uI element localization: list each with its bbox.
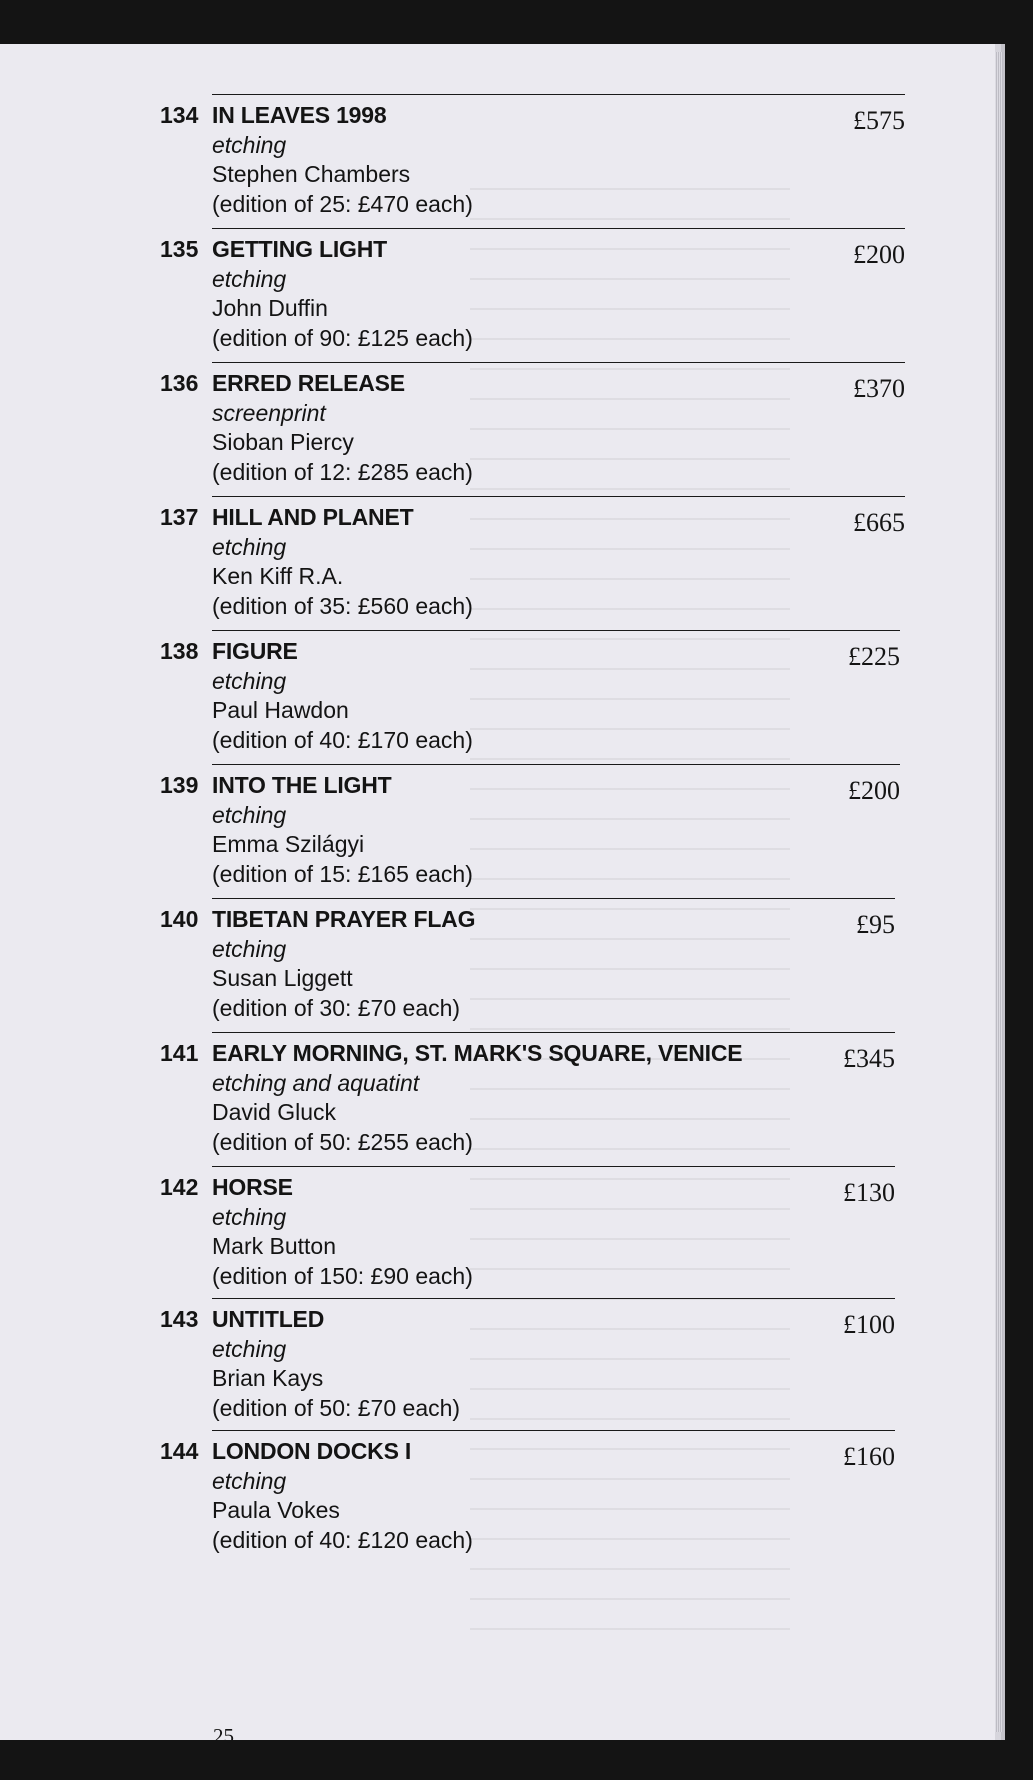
entry-artist: Mark Button — [212, 1233, 336, 1259]
entry-rule — [212, 94, 905, 95]
entry-price: £200 — [848, 776, 900, 805]
catalogue-entry — [160, 228, 905, 362]
entry-medium: etching — [212, 1468, 287, 1494]
entry-rule — [212, 496, 905, 497]
entry-edition: (edition of 150: £90 each) — [212, 1263, 473, 1289]
entry-edition: (edition of 40: £120 each) — [212, 1527, 473, 1553]
entry-price: £160 — [843, 1442, 895, 1471]
entry-artist: Stephen Chambers — [212, 161, 411, 187]
entry-number: 139 — [160, 772, 199, 798]
entry-number: 141 — [160, 1040, 199, 1066]
entry-title: TIBETAN PRAYER FLAG — [212, 906, 476, 932]
entry-medium: etching — [212, 936, 287, 962]
entry-title: GETTING LIGHT — [212, 236, 387, 262]
entry-number: 140 — [160, 906, 199, 932]
entry-number: 144 — [160, 1438, 199, 1464]
entry-rule — [212, 630, 900, 631]
entry-title: EARLY MORNING, ST. MARK'S SQUARE, VENICE — [212, 1040, 743, 1066]
catalogue-entry — [160, 1032, 895, 1166]
catalogue-entry — [160, 764, 900, 898]
entry-artist: Ken Kiff R.A. — [212, 563, 344, 589]
page-edges — [995, 52, 1003, 1732]
page-number: 25 — [213, 1724, 234, 1748]
entry-medium: etching — [212, 1204, 287, 1230]
entry-artist: Susan Liggett — [212, 965, 353, 991]
entry-title: IN LEAVES 1998 — [212, 102, 387, 128]
entry-price: £665 — [853, 508, 905, 537]
entry-number: 136 — [160, 370, 199, 396]
catalogue-entry — [160, 362, 905, 496]
entry-title: HILL AND PLANET — [212, 504, 414, 530]
catalogue-entry — [160, 630, 900, 764]
catalogue-entry — [160, 1166, 895, 1300]
entry-title: FIGURE — [212, 638, 298, 664]
entry-medium: screenprint — [212, 400, 326, 426]
entry-medium: etching and aquatint — [212, 1070, 420, 1096]
entry-number: 143 — [160, 1306, 199, 1332]
entry-number: 135 — [160, 236, 199, 262]
entry-medium: etching — [212, 668, 287, 694]
entry-rule — [212, 362, 905, 363]
entry-edition: (edition of 25: £470 each) — [212, 191, 473, 217]
entry-title: ERRED RELEASE — [212, 370, 405, 396]
catalogue-entry — [160, 1430, 895, 1564]
entry-rule — [212, 1166, 895, 1167]
entry-price: £370 — [853, 374, 905, 403]
catalogue-page — [0, 44, 995, 1748]
entry-medium: etching — [212, 132, 287, 158]
entry-artist: Emma Szilágyi — [212, 831, 365, 857]
entry-edition: (edition of 15: £165 each) — [212, 861, 473, 887]
entry-medium: etching — [212, 1336, 287, 1362]
entry-artist: Sioban Piercy — [212, 429, 354, 455]
entry-edition: (edition of 50: £70 each) — [212, 1395, 461, 1421]
entry-price: £575 — [853, 106, 905, 135]
entry-medium: etching — [212, 266, 287, 292]
entry-edition: (edition of 40: £170 each) — [212, 727, 473, 753]
entry-price: £95 — [856, 910, 895, 939]
entry-price: £200 — [853, 240, 905, 269]
entry-edition: (edition of 50: £255 each) — [212, 1129, 473, 1155]
entry-title: UNTITLED — [212, 1306, 325, 1332]
entry-artist: Paul Hawdon — [212, 697, 349, 723]
entry-title: INTO THE LIGHT — [212, 772, 392, 798]
entry-price: £225 — [848, 642, 900, 671]
entry-medium: etching — [212, 534, 287, 560]
entry-number: 138 — [160, 638, 199, 664]
catalogue-entry — [160, 898, 895, 1032]
entry-artist: Brian Kays — [212, 1365, 324, 1391]
catalogue-entry — [160, 1298, 895, 1432]
entry-price: £130 — [843, 1178, 895, 1207]
entry-number: 137 — [160, 504, 199, 530]
catalogue-entry — [160, 496, 905, 630]
entry-rule — [212, 1430, 895, 1431]
entry-artist: David Gluck — [212, 1099, 336, 1125]
entry-title: HORSE — [212, 1174, 293, 1200]
entry-rule — [212, 898, 895, 899]
entry-title: LONDON DOCKS I — [212, 1438, 412, 1464]
entry-rule — [212, 228, 905, 229]
entry-edition: (edition of 12: £285 each) — [212, 459, 473, 485]
entry-edition: (edition of 35: £560 each) — [212, 593, 473, 619]
entry-medium: etching — [212, 802, 287, 828]
entry-edition: (edition of 90: £125 each) — [212, 325, 473, 351]
entry-number: 134 — [160, 102, 199, 128]
entry-rule — [212, 1032, 895, 1033]
entry-number: 142 — [160, 1174, 199, 1200]
entry-rule — [212, 764, 900, 765]
entry-artist: John Duffin — [212, 295, 328, 321]
entry-edition: (edition of 30: £70 each) — [212, 995, 461, 1021]
entry-price: £100 — [843, 1310, 895, 1339]
entry-rule — [212, 1298, 895, 1299]
entry-artist: Paula Vokes — [212, 1497, 340, 1523]
catalogue-entry — [160, 94, 905, 228]
entry-price: £345 — [843, 1044, 895, 1073]
